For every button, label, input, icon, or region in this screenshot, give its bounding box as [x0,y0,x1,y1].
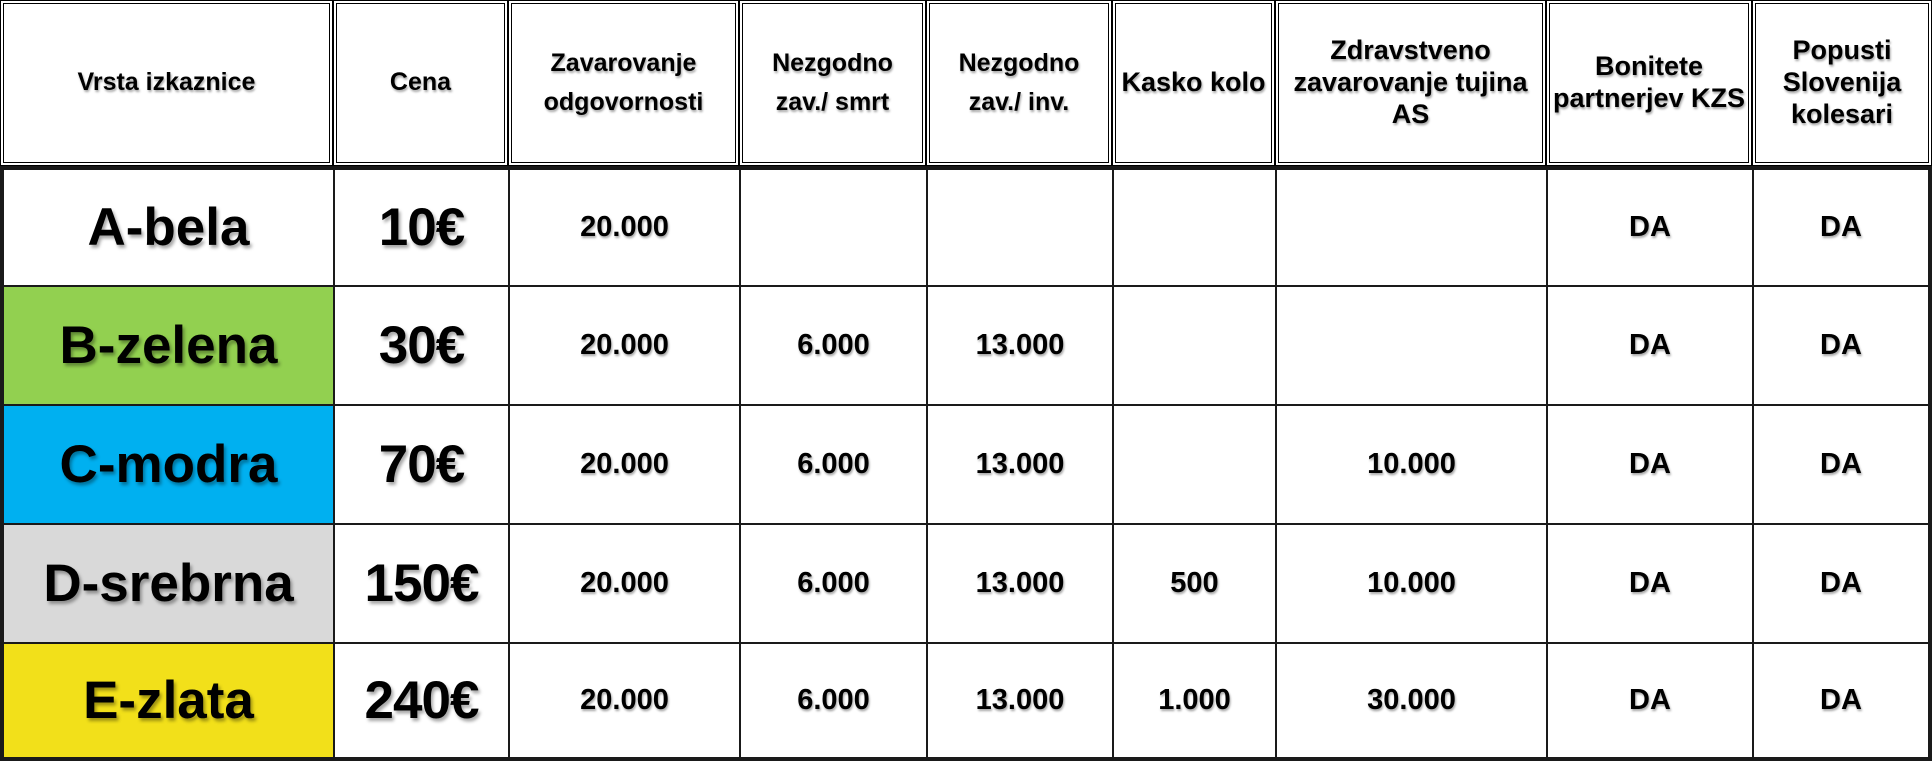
health-abroad-cell [1275,166,1546,285]
health-abroad-cell: 10.000 [1275,523,1546,642]
header-partner-benefits: Bonitete partnerjev KZS [1546,0,1752,166]
header-discounts: Popusti Slovenija kolesari [1752,0,1932,166]
liability-cell: 20.000 [508,166,739,285]
partner-benefits-cell: DA [1546,166,1752,285]
price-cell: 240€ [333,642,508,761]
table-row [0,404,1932,523]
bike-casco-cell [1112,404,1275,523]
header-price: Cena [333,0,508,166]
accident-death-cell: 6.000 [739,285,926,404]
header-health-insurance-abroad: Zdravstveno zavarovanje tujina AS [1275,0,1546,166]
table-row [0,285,1932,404]
price-cell: 10€ [333,166,508,285]
accident-disability-cell: 13.000 [926,642,1112,761]
header-liability-insurance: Zavarovanje odgovornosti [508,0,739,166]
card-type-cell: B-zelena [0,285,333,404]
partner-benefits-cell: DA [1546,523,1752,642]
card-type-cell: C-modra [0,404,333,523]
table-row [0,166,1932,285]
price-cell: 30€ [333,285,508,404]
accident-disability-cell: 13.000 [926,404,1112,523]
health-abroad-cell: 30.000 [1275,642,1546,761]
bike-casco-cell [1112,285,1275,404]
accident-disability-cell: 13.000 [926,285,1112,404]
liability-cell: 20.000 [508,285,739,404]
accident-death-cell [739,166,926,285]
header-row [0,0,1932,166]
partner-benefits-cell: DA [1546,285,1752,404]
liability-cell: 20.000 [508,642,739,761]
partner-benefits-cell: DA [1546,404,1752,523]
price-cell: 70€ [333,404,508,523]
discounts-cell: DA [1752,166,1932,285]
health-abroad-cell: 10.000 [1275,404,1546,523]
bike-casco-cell [1112,166,1275,285]
accident-disability-cell: 13.000 [926,523,1112,642]
table-header [0,0,1932,166]
liability-cell: 20.000 [508,523,739,642]
card-type-cell: E-zlata [0,642,333,761]
accident-disability-cell [926,166,1112,285]
price-cell: 150€ [333,523,508,642]
bike-casco-cell: 1.000 [1112,642,1275,761]
table-row [0,523,1932,642]
card-type-cell: D-srebrna [0,523,333,642]
table-body [0,166,1932,761]
health-abroad-cell [1275,285,1546,404]
discounts-cell: DA [1752,285,1932,404]
partner-benefits-cell: DA [1546,642,1752,761]
bike-casco-cell: 500 [1112,523,1275,642]
liability-cell: 20.000 [508,404,739,523]
discounts-cell: DA [1752,404,1932,523]
header-accident-disability: Nezgodno zav./ inv. [926,0,1112,166]
accident-death-cell: 6.000 [739,642,926,761]
discounts-cell: DA [1752,523,1932,642]
header-card-type: Vrsta izkaznice [0,0,333,166]
header-accident-death: Nezgodno zav./ smrt [739,0,926,166]
table-row [0,642,1932,761]
accident-death-cell: 6.000 [739,404,926,523]
accident-death-cell: 6.000 [739,523,926,642]
header-bike-casco: Kasko kolo [1112,0,1275,166]
discounts-cell: DA [1752,642,1932,761]
card-type-cell: A-bela [0,166,333,285]
